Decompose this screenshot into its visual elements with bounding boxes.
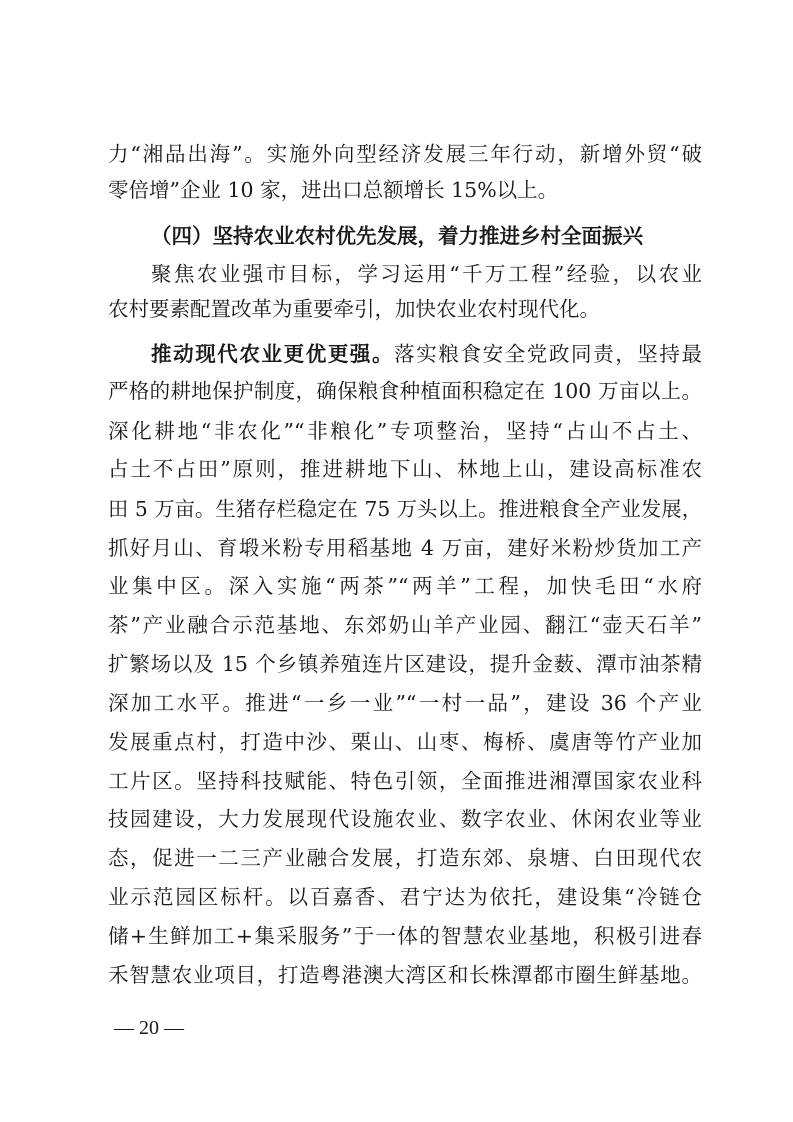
text-line: 田 5 万亩。生猪存栏稳定在 75 万头以上。推进粮食全产业发展， (108, 497, 702, 521)
text-line: 扩繁场以及 15 个乡镇养殖连片区建设，提升金薮、潭市油茶精 (108, 652, 702, 676)
text-line: 力“湘品出海”。实施外向型经济发展三年行动，新增外贸“破 (108, 142, 702, 166)
text-line: 业示范园区标杆。以百嘉香、君宁达为依托，建设集“冷链仓 (108, 885, 702, 909)
text-line: 业集中区。深入实施“两茶”“两羊”工程，加快毛田“水府 (108, 574, 702, 598)
text-line: 深加工水平。推进“一乡一业”“一村一品”，建设 36 个产业 (108, 691, 702, 715)
text-line: 零倍增”企业 10 家，进出口总额增长 15%以上。 (108, 178, 559, 202)
text-line: 工片区。坚持科技赋能、特色引领，全面推进湘潭国家农业科 (108, 769, 702, 793)
section-heading: （四）坚持农业农村优先发展，着力推进乡村全面振兴 (151, 224, 643, 248)
text-line: 禾智慧农业项目，打造粤港澳大湾区和长株潭都市圈生鲜基地。 (108, 963, 702, 987)
text-line: 储+生鲜加工+集采服务”于一体的智慧农业基地，积极引进春 (108, 924, 702, 948)
text-line: 发展重点村，打造中沙、栗山、山枣、梅桥、虞唐等竹产业加 (108, 730, 702, 754)
text-line: 茶”产业融合示范基地、东郊奶山羊产业园、翻江“壶天石羊” (108, 613, 702, 637)
text-line: 占土不占田”原则，推进耕地下山、林地上山，建设高标准农 (108, 457, 702, 481)
text-line: 深化耕地“非农化”“非粮化”专项整治，坚持“占山不占土、 (108, 419, 702, 443)
paragraph-first-line: 聚焦农业强市目标，学习运用“千万工程”经验，以农业 (151, 262, 702, 286)
text-line: 技园建设，大力发展现代设施农业、数字农业、休闲农业等业 (108, 807, 702, 831)
text-line: 态，促进一二三产业融合发展，打造东郊、泉塘、白田现代农 (108, 846, 702, 870)
text-line: 农村要素配置改革为重要牵引，加快农业农村现代化。 (108, 297, 600, 321)
text-line: 严格的耕地保护制度，确保粮食种植面积稳定在 100 万亩以上。 (108, 379, 702, 403)
paragraph-first-line: 推动现代农业更优更强。落实粮食安全党政同责，坚持最 (151, 342, 702, 366)
paragraph-lead-title: 推动现代农业更优更强。 (151, 342, 395, 366)
text-line: 抓好月山、育塅米粉专用稻基地 4 万亩，建好米粉炒货加工产 (108, 536, 702, 560)
page-number: — 20 — (114, 1017, 184, 1039)
